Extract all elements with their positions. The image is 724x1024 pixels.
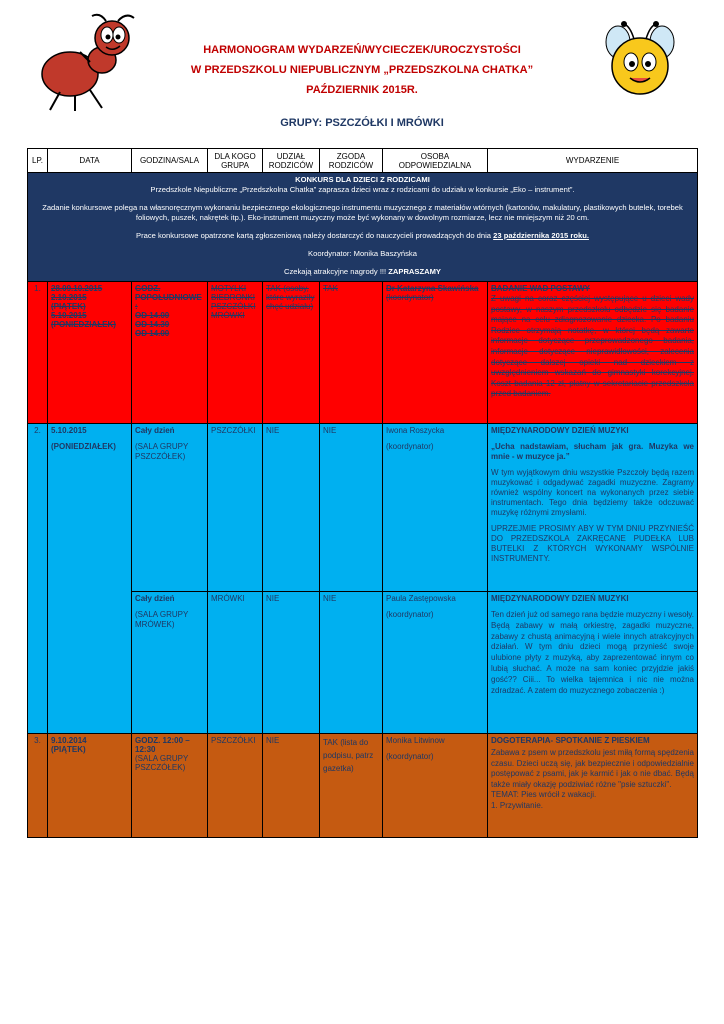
person-role: (koordynator) xyxy=(386,293,434,302)
contest-intro: Przedszkole Niepubliczne „Przedszkolna Chatka” zaprasza dzieci wraz z rodzicami do udziału w konkursie „Eko – instrument”. xyxy=(150,185,575,194)
row-person xyxy=(383,424,488,592)
schedule-table xyxy=(27,148,698,838)
group-line: MRÓWKI xyxy=(211,311,245,320)
title-line-2: W PRZEDSZKOLU NIEPUBLICZNYM „PRZEDSZKOLNA CHATKA” xyxy=(190,64,534,76)
group-line: PSZCZÓŁKI xyxy=(211,302,256,311)
ant-mascot-icon xyxy=(30,12,140,112)
event-title: MIĘDZYNARODOWY DZIEŃ MUZYKI xyxy=(491,426,629,435)
person-name: Monika Litwinow xyxy=(386,736,445,745)
row-participation: NIE xyxy=(263,592,320,734)
time-line: GODZ. 12:00 – 12:30 xyxy=(135,736,190,754)
col-person: OSOBA ODPOWIEDZIALNA xyxy=(383,149,488,173)
time-line: GODZ. xyxy=(135,284,161,293)
contest-invite: ZAPRASZAMY xyxy=(388,267,441,276)
event-quote: „Ucha nadstawiam, słucham jak gra. Muzyka we mnie - w muzyce ja.” xyxy=(491,442,694,461)
contest-deadline-text: Prace konkursowe opatrzone kartą zgłoszeniową należy dostarczyć do nauczycieli prowadzących do dnia xyxy=(136,231,494,240)
contest-banner xyxy=(28,173,698,282)
row-date xyxy=(48,734,132,838)
time-line: Cały dzień xyxy=(135,594,175,603)
date-line: 28.09.10.2015 xyxy=(51,284,103,293)
event-request: UPRZEJMIE PROSIMY ABY W TYM DNIU PRZYNIEŚĆ DO PRZEDSZKOLA ZAKRĘCANE PUDEŁKA LUB BUTELKI Z KTÓRYCH WYKONAMY WSPÓLNIE INSTRUMENTY. xyxy=(491,524,694,563)
group-line: MOTYLKI xyxy=(211,284,247,293)
date-line: 2.10.2015 xyxy=(51,293,87,302)
person-role: (koordynator) xyxy=(386,752,434,761)
row-group: PSZCZÓŁKI xyxy=(208,424,263,592)
row-consent: NIE xyxy=(320,424,383,592)
date-line: 5.10.2015 xyxy=(51,426,87,435)
row-date xyxy=(48,424,132,734)
contest-deadline-date: 23 października 2015 roku. xyxy=(493,231,589,240)
row-time xyxy=(132,424,208,592)
date-line: 9.10.2014 xyxy=(51,736,87,745)
row-event xyxy=(488,734,698,838)
row-date xyxy=(48,282,132,424)
event-item: 1. Przywitanie. xyxy=(491,800,544,810)
event-topic: TEMAT: Pies wrócił z wakacji. xyxy=(491,790,597,799)
row-time xyxy=(132,282,208,424)
col-group: DLA KOGO GRUPA xyxy=(208,149,263,173)
col-event: WYDARZENIE xyxy=(488,149,698,173)
room-line: (SALA GRUPY MRÓWEK) xyxy=(135,610,189,629)
table-header-row xyxy=(28,149,698,173)
table-row xyxy=(28,734,698,838)
row-person xyxy=(383,592,488,734)
col-consent: ZGODA RODZICÓW xyxy=(320,149,383,173)
time-line: OD 14.00 xyxy=(135,329,170,338)
time-line: OD 14.00 xyxy=(135,311,170,320)
person-role: (koordynator) xyxy=(386,442,434,451)
contest-banner-row xyxy=(28,173,698,282)
time-line: OD 14.30 xyxy=(135,320,170,329)
time-line: POPOŁUDNIOWE : xyxy=(135,293,202,311)
row-event xyxy=(488,592,698,734)
contest-prizes: Czekają atrakcyjne nagrody !!! xyxy=(284,267,389,276)
event-title: MIĘDZYNARODOWY DZIEŃ MUZYKI xyxy=(491,594,629,603)
row-person xyxy=(383,734,488,838)
row-lp: 2. xyxy=(28,424,48,734)
date-line: 5.10.2015 xyxy=(51,311,87,320)
room-line: (SALA GRUPY PSZCZÓŁEK) xyxy=(135,754,189,772)
event-text: Z uwagi na coraz częściej występujące u dzieci wady postawy, w naszym przedszkolu odbędzie się badanie mające na celu zdiagnozowanie dziecka. Po badaniu Rodzice otrzymają notatkę, w której będą zawarte informacje dotyczące przeprowadzonego badania, informacje dotyczące nieprawidłowości, zalecenia dotyczące dalszej opieki nad dzieckiem z uwzględnieniem wskazań do gimnastyki korekcyjnej. Koszt badania 12 zł, płatny w sekretariacie przedszkola przed badaniem. xyxy=(491,294,694,399)
table-row xyxy=(28,282,698,424)
row-participation: NIE xyxy=(263,734,320,838)
title-line-3: PAŹDZIERNIK 2015R. xyxy=(306,84,418,96)
contest-task: Zadanie konkursowe polega na własnoręcznym wykonaniu bezpiecznego ekologicznego instrumentu muzycznego z materiałów wtórnych (kartonów, makulatury, plastikowych butelek, torebek foliowych, puszek, nakrętek itp.). Eko-instrument muzyczny może być wykonany w dowolnym rozmiarze, lecz nie mniejszym niż 20 cm. xyxy=(42,203,683,222)
row-consent: TAK (lista do podpisu, patrz gazetka) xyxy=(320,734,383,838)
event-title: BADANIE WAD POSTAWY xyxy=(491,284,590,293)
table-row xyxy=(28,424,698,592)
person-name: Dr Katarzyna Skawińska xyxy=(386,284,479,293)
row-participation: TAK (osoby, które wyraziły chęć udziału) xyxy=(263,282,320,424)
row-consent: NIE xyxy=(320,592,383,734)
row-group: PSZCZÓŁKI xyxy=(208,734,263,838)
row-event xyxy=(488,282,698,424)
col-date: DATA xyxy=(48,149,132,173)
row-group xyxy=(208,282,263,424)
row-group: MRÓWKI xyxy=(208,592,263,734)
date-line: (PIĄTEK) xyxy=(51,302,86,311)
person-name: Paula Zastępowska xyxy=(386,594,456,603)
contest-coordinator: Koordynator: Monika Baszyńska xyxy=(308,249,417,258)
row-time xyxy=(132,734,208,838)
row-consent: TAK xyxy=(320,282,383,424)
day-line: (PONIEDZIAŁEK) xyxy=(51,442,116,451)
date-line: (PONIEDZIAŁEK) xyxy=(51,320,116,329)
event-text: W tym wyjątkowym dniu wszystkie Pszczoły będą razem muzykować i odgadywać zagadki muzyczne. Zagramy również wspólny koncert na wykonanych przez siebie instrumentach. Tego dnia będziemy także odczuwać muzykę różnymi zmysłami. xyxy=(491,468,694,517)
time-line: Cały dzień xyxy=(135,426,175,435)
person-role: (koordynator) xyxy=(386,610,434,619)
day-line: (PIĄTEK) xyxy=(51,745,86,754)
row-lp: 1. xyxy=(28,282,48,424)
event-text: Zabawa z psem w przedszkolu jest miłą formą spędzenia czasu. Dzieci uczą się, jak bezpiecznie i odpowiedzialnie postępować z psami, jak je karmić i jak o nie dbać. Będą także miały okazję podziwiać różne "psie sztuczki". xyxy=(491,748,694,789)
contest-title: KONKURS DLA DZIECI Z RODZICAMI xyxy=(295,175,430,184)
row-lp: 3. xyxy=(28,734,48,838)
person-name: Iwona Roszycka xyxy=(386,426,445,435)
col-lp: LP. xyxy=(28,149,48,173)
row-participation: NIE xyxy=(263,424,320,592)
row-event xyxy=(488,424,698,592)
row-person xyxy=(383,282,488,424)
room-line: (SALA GRUPY PSZCZÓŁEK) xyxy=(135,442,189,461)
col-participation: UDZIAŁ RODZICÓW xyxy=(263,149,320,173)
group-line: BIEDRONKI xyxy=(211,293,256,302)
title-line-1: HARMONOGRAM WYDARZEŃ/WYCIECZEK/UROCZYSTOŚCI xyxy=(203,44,521,56)
groups-heading: GRUPY: PSZCZÓŁKI I MRÓWKI xyxy=(280,117,444,129)
event-text: Ten dzień już od samego rana będzie muzyczny i wesoły. Będą zabawy w małą orkiestrę, zagadki muzyczne, zabawy z chustą animacyjną i wiele innych atrakcyjnych działań. W tym dniu dzieci mogą przynieść swoje ulubione płyty z muzyką, aby zaprezentować innym co lubią słuchać. A może na sam koniec przyjdzie jakiś gość?? Ciii... To wielka tajemnica i nic nie można zdradzać. A zatem do muzycznego zobaczenia :) xyxy=(491,610,694,695)
row-time xyxy=(132,592,208,734)
col-time-room: GODZINA/SALA xyxy=(132,149,208,173)
event-title: DOGOTERAPIA- SPOTKANIE Z PIESKIEM xyxy=(491,736,650,745)
